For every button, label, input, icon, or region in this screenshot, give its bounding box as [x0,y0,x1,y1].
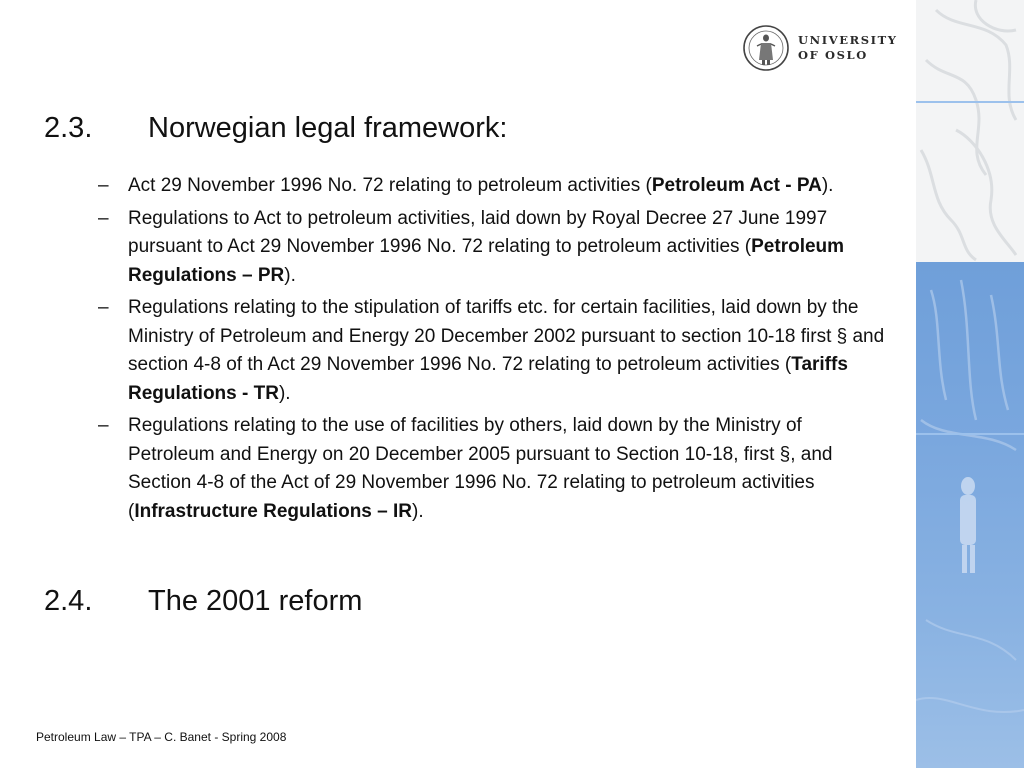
dash-bullet: – [98,415,109,436]
section-heading-2-3 [44,112,507,145]
item-bold-term: Petroleum Regulations – PR [128,236,845,286]
item-text: Regulations relating to the stipulation of tariffs etc. for certain facilities, laid down by the Ministry of Petroleum and Energy 20 December 2002 pursuant to section 10-18 first § and section 4-8 of th Act 29 November 1996 No. 72 relating to petroleum activities ( [128,297,885,375]
item-bold-term: Tariffs Regulations - TR [128,354,848,404]
list-item [98,412,888,526]
logo-line-2: OF OSLO [798,48,868,62]
item-text-end: ). [412,500,424,522]
list-item [98,205,888,291]
item-text-end: ). [821,175,834,196]
dash-bullet: – [98,175,109,196]
item-bold-term: Infrastructure Regulations – IR [134,500,412,522]
section-number: 2.3. [44,112,93,144]
university-logo [742,22,902,74]
university-seal-icon [742,24,790,72]
university-wordmark [798,33,898,63]
item-text-end: ). [284,264,296,286]
dash-bullet: – [98,297,109,318]
list-item [98,294,888,408]
item-text: Regulations to Act to petroleum activities, laid down by Royal Decree 27 June 1997 pursuant to Act 29 November 1996 No. 72 relating to petroleum activities ( [128,207,828,257]
section-title: Norwegian legal framework: [148,112,508,144]
logo-line-1: UNIVERSITY [798,33,898,47]
item-text-end: ). [278,382,291,404]
list-item [98,172,888,201]
item-text: Regulations relating to the use of facilities by others, laid down by the Ministry of Petroleum and Energy on 20 December 2005 pursuant to Section 10-18, first §, and Section 4-8 of the Act of 29 November 1996 No. 72 relating to petroleum activities ( [128,415,833,522]
item-text: Act 29 November 1996 No. 72 relating to petroleum activities ( [128,175,652,196]
statue-relief-image [916,0,1024,768]
side-band-rule-top [916,101,1024,103]
side-band-rule-middle [916,433,1024,435]
section-heading-2-4 [44,585,362,618]
decorative-side-band [916,0,1024,768]
item-bold-term: Petroleum Act - PA [651,175,822,196]
slide-footer: Petroleum Law – TPA – C. Banet - Spring 2008 [36,730,287,744]
legal-framework-list [98,172,888,530]
dash-bullet: – [98,207,109,229]
section-title: The 2001 reform [148,585,363,617]
section-number: 2.4. [44,585,93,617]
